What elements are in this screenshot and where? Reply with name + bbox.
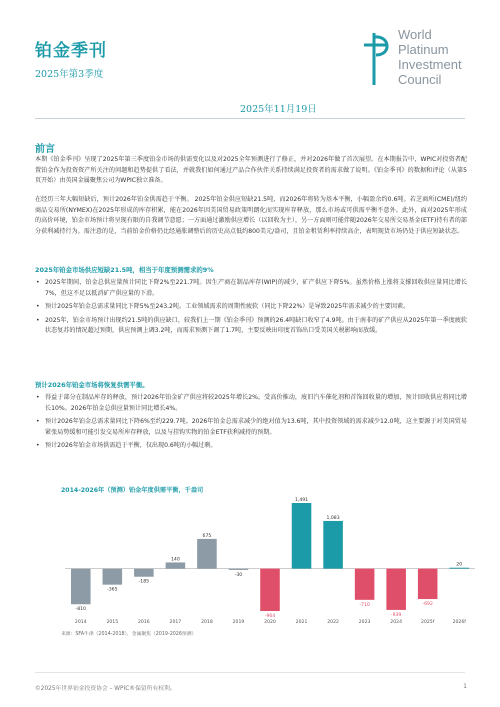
chart-data-label: -365: [107, 587, 118, 593]
chart-x-tick-label: 2022: [327, 620, 339, 625]
page-number: 1: [463, 683, 467, 690]
chart-bar-2024: [386, 569, 406, 610]
chart-x-tick-label: 2017: [169, 620, 182, 625]
list-item: • 预计2025年铂金总需求量同比下降5%至243.2吨。工业领域需求的周期性疲软（同比下降22%）是导致2025年需求减少的主要因素。: [35, 302, 467, 313]
chart-x-tick-label: 2016: [137, 620, 150, 625]
chart-bar-2018: [197, 539, 217, 569]
logo-line-2: Platinum: [398, 42, 449, 57]
chart-bar-2016: [134, 569, 154, 577]
section-2025-list: [35, 278, 467, 340]
chart-x-labels: [75, 619, 466, 625]
wpic-logo-mark-icon: [360, 25, 396, 91]
logo-line-4: Council: [398, 72, 442, 87]
report-title: 铂金季刊: [35, 41, 107, 61]
chart-x-tick-label: 2024: [390, 620, 403, 625]
chart-bar-2026f: [449, 568, 469, 569]
preface-title: 前言: [35, 144, 55, 155]
chart-title: 2014-2026年（预测）铂金年度供需平衡，千盎司: [61, 487, 204, 494]
report-date: 2025年11月19日: [240, 104, 317, 115]
chart-data-label: -964: [264, 614, 276, 620]
chart-x-tick-label: 2023: [358, 620, 371, 625]
chart-data-label: -185: [138, 579, 150, 585]
chart-x-tick-label: 2025f: [421, 620, 435, 625]
header-divider: [35, 118, 465, 119]
section-2026-title: 预计2026年铂金市场将恢复供需平衡。: [35, 381, 149, 389]
list-item: • 得益于部分在制品库存的释放，预计2026年铂金矿产供应将较2025年增长2%。受高价推动，废旧汽车催化剂和首饰回收量的增加，预计回收供应将同比增长10%。2026年铂金总供应量预计同比增长4%。: [35, 393, 467, 414]
chart-data-label: 140: [170, 557, 180, 563]
list-item: • 2025年，铂金市场预计出现约21.5吨的供应缺口，较我们上一期《铂金季刊》预测的26.4吨缺口收窄了4.9吨。由于南非的矿产供应从2025年第一季度疲软状态复苏的情况超过预期，供应预测上调3.2吨，而需求预测下调了1.7吨，主要反映出印度首饰出口受美国关税影响而放缓。: [35, 316, 467, 337]
section-2025-title: 2025年铂金市场供应短缺21.5吨，相当于年度预测需求的9%: [35, 266, 214, 274]
preface-paragraph-2: 在经历三年大幅短缺后，预计2026年铂金供需趋于平衡。 2025年铂金供应短缺21.5吨，而2026年将转为基本平衡，小幅盈余约0.6吨。若芝商所(CME)/纽约商品交易所(NYMEX)在2025年形成的库存积累，能在2026年因美国贸易政策明朗化而实现库存释放，那么市场或可供需平衡不意外。此外，面对2025年形成的高价环境，铂金市场预计将呈现有限的自我调节意愿；一方面通过激励供应增长（以回收为主），另一方面则可能伴随2026年交易所交易基金(ETF)持有者的部分获利减持行为。需注意的是，当前铂金价格仍比经通胀调整后的历史高点低约800美元/盎司，且铂金租赁利率持续高企，表明现货市场仍处于供应短缺状态。: [35, 196, 467, 235]
chart-bar-2022: [323, 521, 343, 569]
chart-bar-2014: [71, 569, 91, 605]
chart-x-tick-label: 2020: [264, 620, 276, 625]
chart-x-tick-label: 2026f: [452, 620, 466, 625]
footer-divider: [35, 672, 465, 673]
preface-paragraph-1: 本期《铂金季刊》呈现了2025年第三季度铂金市场的供需变化以及对2025全年预测进行了修正，并对2026年做了首次展望。在本期报告中，WPIC对投资者配置铂金作为投资资产所关注的问题和趋势提供了看法，并就我们如何通过产品合作伙伴关系持续满足投资者的需求做了说明。《铂金季刊》的数据和评论（从第5页开始）由英国金属聚焦公司为WPIC独立准备。: [35, 156, 467, 185]
chart-bar-2017: [166, 562, 186, 568]
list-item: • 预计2026年铂金总需求量同比下降6%至约229.7吨。2026年铂金总需求减少的绝对值为13.6吨，其中投资领域的需求减少12.0吨，这主要源于对美国贸易紧张局势缓和可能引发交易所库存释放，以及与挂钩实物的铂金ETF获利减持的预期。: [35, 417, 467, 438]
chart-bar-2025f: [418, 569, 438, 599]
chart-bar-2021: [292, 503, 312, 569]
chart-source: 来源：SFA牛津（2014-2018），金属聚焦（2019-2026预测）: [61, 632, 197, 637]
chart-data-label: 1,491: [294, 497, 309, 503]
wpic-logo-text: [398, 27, 462, 87]
chart-bar-2019: [229, 569, 249, 570]
chart-bar-2023: [355, 569, 375, 600]
chart-data-label: -30: [234, 572, 243, 578]
chart-x-tick-label: 2015: [106, 620, 119, 625]
chart-data-label: -710: [359, 602, 370, 608]
chart-x-tick-label: 2018: [201, 620, 213, 625]
wpic-logo: [360, 25, 480, 93]
list-item: • 2025年期间，铂金总供应量预计同比下降2%至221.7吨。因生产商在制品库存(WIP)的减少，矿产供应下降5%。虽然价格上涨将支撑回收供应量同比增长7%，但这不足以抵消矿产供应量的下滑。: [35, 278, 467, 299]
list-item: • 预计2026年铂金市场供需趋于平衡，仅出现0.6吨的小幅过剩。: [35, 441, 467, 452]
chart-svg: [55, 482, 483, 638]
chart-data-label: -939: [390, 612, 402, 618]
chart-x-tick-label: 2019: [232, 620, 245, 625]
footer-copyright: ©2025年世界铂金投资协会 – WPIC®保留所有权利。: [35, 686, 176, 692]
supply-demand-balance-chart: [55, 482, 483, 638]
chart-bar-2015: [103, 569, 123, 585]
chart-bars: [65, 497, 475, 619]
chart-bar-2020: [260, 569, 280, 611]
chart-data-label: 675: [202, 533, 212, 539]
logo-line-1: World: [398, 27, 432, 42]
chart-x-tick-label: 2014: [74, 620, 87, 625]
chart-x-tick-label: 2021: [295, 620, 308, 625]
report-quarter: 2025年第3季度: [35, 69, 104, 80]
chart-data-label: 20: [456, 562, 463, 568]
logo-line-3: Investment: [398, 57, 462, 72]
section-2026-list: [35, 393, 467, 455]
chart-data-label: -810: [75, 607, 86, 613]
chart-data-label: 1,083: [326, 515, 340, 521]
chart-data-label: -692: [422, 602, 433, 608]
